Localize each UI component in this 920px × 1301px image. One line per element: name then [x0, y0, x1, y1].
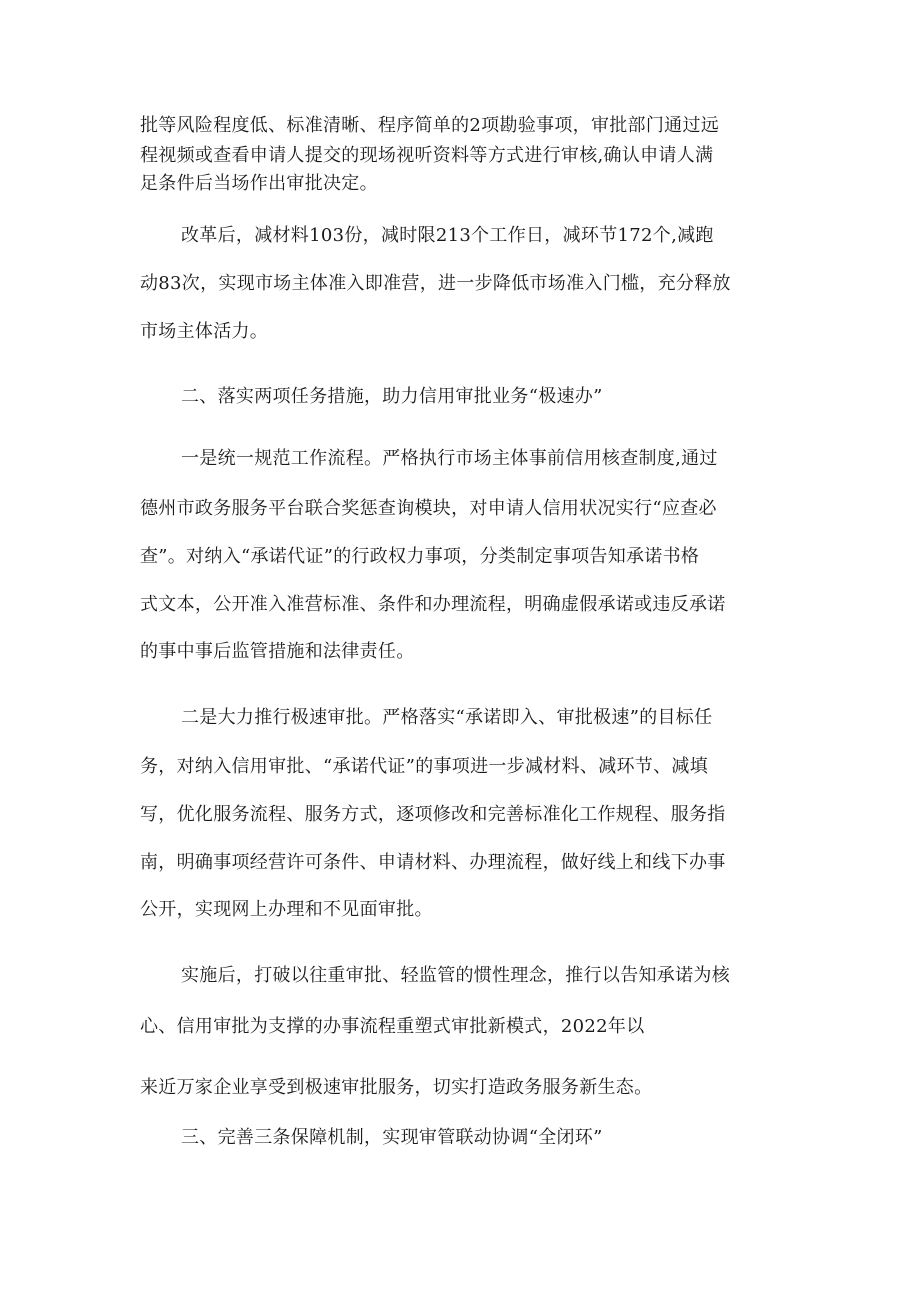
paragraph-line: 二是大力推行极速审批。严格落实“承诺即入、审批极速”的目标任 — [181, 707, 713, 728]
paragraph-line: 公开，实现网上办理和不见面审批。 — [140, 899, 433, 920]
paragraph-line: 改革后，减材料103份，减时限213个工作日，减环节172个,减跑 — [181, 225, 714, 246]
paragraph-line: 市场主体活力。 — [140, 321, 269, 342]
paragraph-line: 务，对纳入信用审批、“承诺代证”的事项进一步减材料、减环节、减填 — [140, 756, 709, 777]
paragraph-line: 动83次，实现市场主体准入即准营，进一步降低市场准入门槛，充分释放 — [140, 273, 731, 294]
section-heading: 三、完善三条保障机制，实现审管联动协调“全闭环” — [181, 1127, 603, 1148]
paragraph-line: 写，优化服务流程、服务方式，逐项修改和完善标准化工作规程、服务指 — [140, 804, 726, 825]
paragraph-line: 南，明确事项经营许可条件、申请材料、办理流程，做好线上和线下办事 — [140, 852, 726, 873]
paragraph-line: 来近万家企业享受到极速审批服务，切实打造政务服务新生态。 — [140, 1077, 653, 1098]
paragraph-line: 心、信用审批为支撑的办事流程重塑式审批新模式，2022年以 — [140, 1016, 645, 1037]
paragraph-line: 批等风险程度低、标准清晰、程序简单的2项勘验事项，审批部门通过远 — [140, 115, 720, 136]
paragraph-line: 足条件后当场作出审批决定。 — [140, 173, 378, 194]
paragraph-line: 程视频或查看申请人提交的现场视听资料等方式进行审核,确认申请人满 — [140, 145, 714, 166]
paragraph-line: 一是统一规范工作流程。严格执行市场主体事前信用核查制度,通过 — [181, 448, 718, 469]
paragraph-line: 查”。对纳入“承诺代证”的行政权力事项，分类制定事项告知承诺书格 — [140, 546, 700, 567]
paragraph-line: 的事中事后监管措施和法律责任。 — [140, 641, 415, 662]
paragraph-line: 实施后，打破以往重审批、轻监管的惯性理念，推行以告知承诺为核 — [181, 965, 730, 986]
paragraph-line: 式文本，公开准入准营标准、条件和办理流程，明确虚假承诺或违反承诺 — [140, 594, 726, 615]
section-heading: 二、落实两项任务措施，助力信用审批业务“极速办” — [181, 386, 603, 407]
paragraph-line: 德州市政务服务平台联合奖惩查询模块，对申请人信用状况实行“应查必 — [140, 498, 717, 519]
